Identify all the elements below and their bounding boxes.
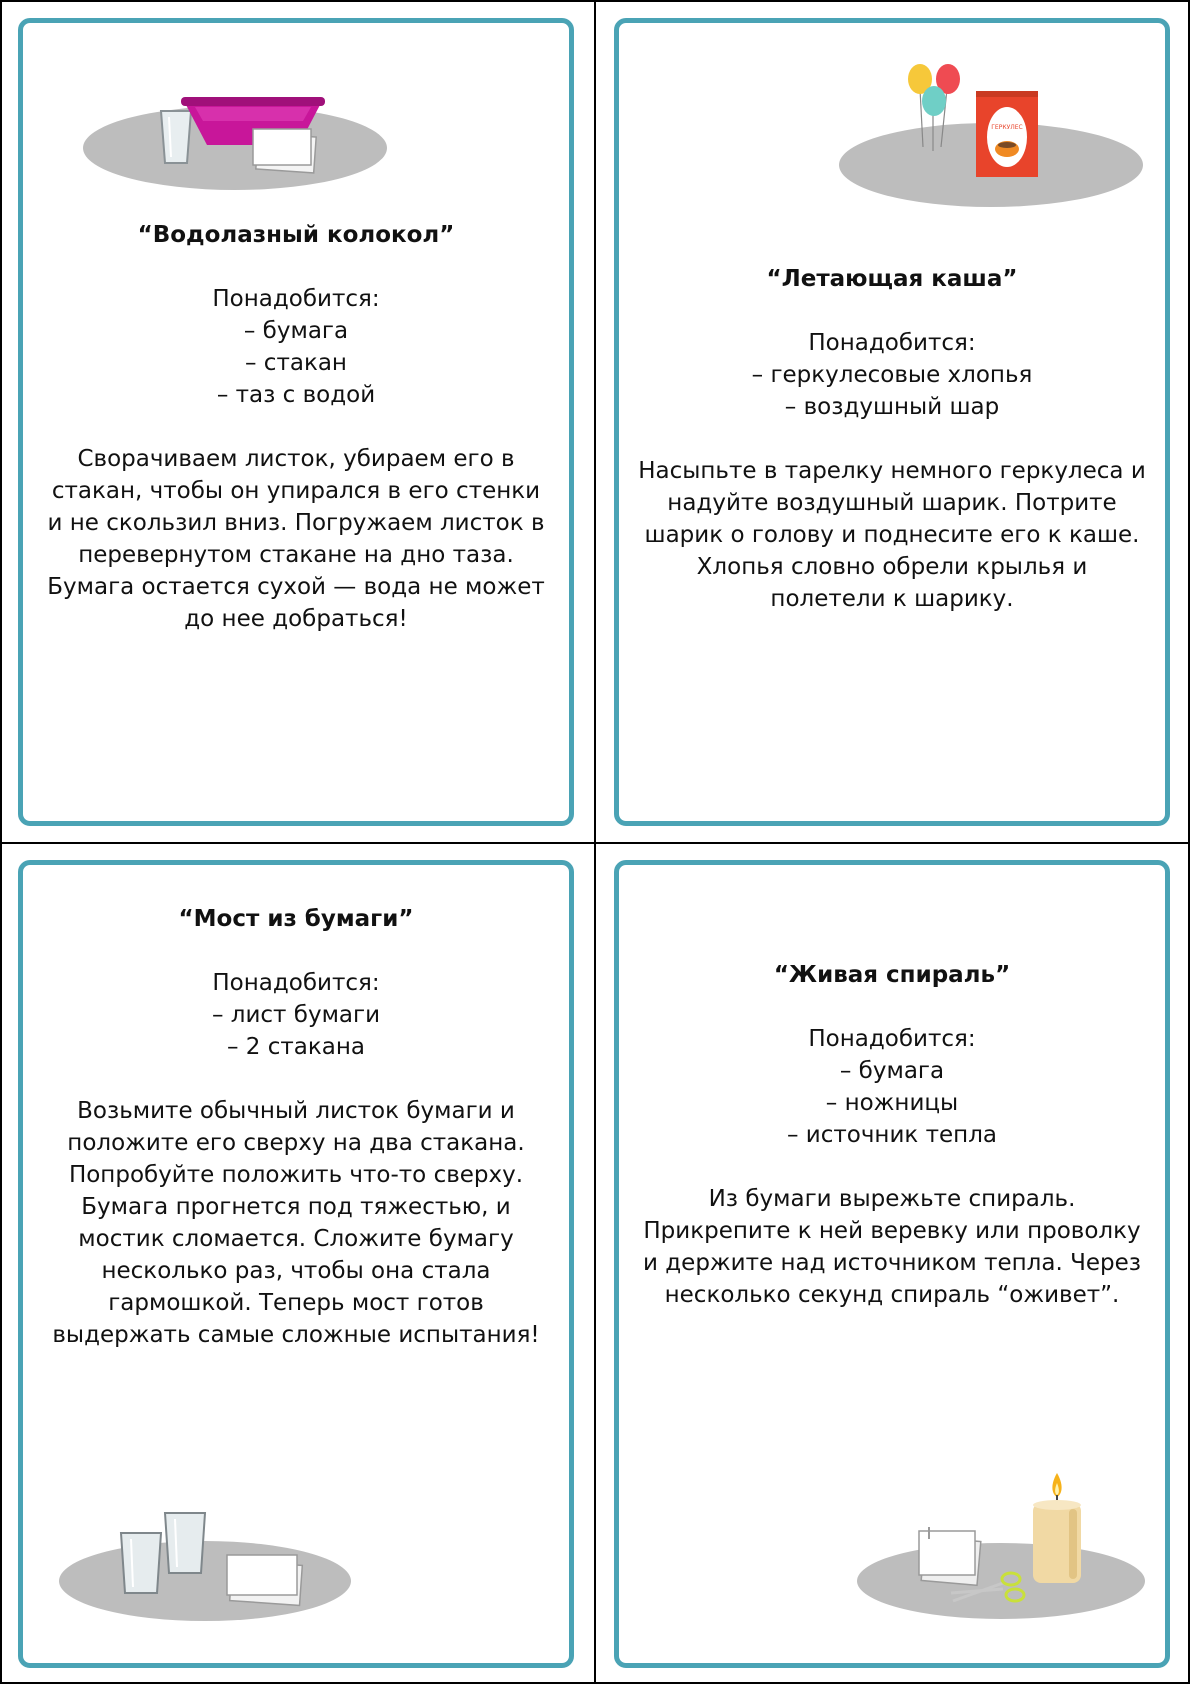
glass-icon: [165, 1513, 205, 1573]
material-item: – ножницы: [825, 1090, 959, 1116]
card-description: Возьмите обычный листок бумаги и положите его сверху на два стакана. Попробуйте положить что-то сверху. Бумага прогнется под тяжестью, и мостик сломается. Сложите бумагу несколько раз, чтобы она стала гармошкой. Теперь мост готов выдержать самые сложные испытания!: [52, 1098, 540, 1348]
needs-label: Понадобится:: [808, 330, 976, 356]
material-item: – таз с водой: [216, 382, 376, 408]
card-title: “Живая спираль”: [773, 962, 1011, 988]
experiment-card-paper-bridge: [18, 860, 574, 1668]
material-item: – стакан: [245, 350, 347, 376]
material-item: – геркулесовые хлопья: [751, 362, 1033, 388]
paper-icon: [919, 1527, 981, 1585]
oat-box-icon: [976, 91, 1038, 177]
plate-icon: [59, 1541, 351, 1621]
card-illustration: [829, 59, 1149, 229]
material-item: – бумага: [839, 1058, 945, 1084]
material-item: – 2 стакана: [226, 1034, 365, 1060]
card-illustration: [53, 1483, 373, 1623]
candle-icon: [1033, 1473, 1081, 1583]
needs-label: Понадобится:: [808, 1026, 976, 1052]
glass-icon: [161, 111, 191, 163]
needs-label: Понадобится:: [212, 286, 380, 312]
material-item: – источник тепла: [786, 1122, 998, 1148]
card-title: “Летающая каша”: [766, 266, 1018, 292]
card-title: “Водолазный колокол”: [137, 222, 455, 248]
oat-box-label: ГЕРКУЛЕС: [991, 124, 1023, 131]
card-description: Из бумаги вырежьте спираль. Прикрепите к ней веревку или проволку и держите над источником тепла. Через несколько секунд спираль “оживет”.: [643, 1186, 1141, 1308]
card-illustration: [843, 1455, 1153, 1625]
material-item: – лист бумаги: [211, 1002, 381, 1028]
experiment-card-diving-bell: [18, 18, 574, 826]
card-description: Сворачиваем листок, убираем его в стакан, чтобы он упирался в его стенки и не скользил вниз. Погружаем листок в перевернутом стакане на дно таза. Бумага остается сухой — вода не может до нее добраться!: [47, 446, 545, 632]
card-description: Насыпьте в тарелку немного геркулеса и надуйте воздушный шарик. Потрите шарик о голову и поднесите его к каше. Хлопья словно обрели крылья и полетели к шарику.: [638, 458, 1146, 612]
card-text: [23, 903, 569, 1351]
material-item: – бумага: [243, 318, 349, 344]
card-title: “Мост из бумаги”: [178, 906, 414, 932]
card-text: [619, 959, 1165, 1311]
paper-icon: [227, 1555, 302, 1605]
needs-label: Понадобится:: [212, 970, 380, 996]
experiment-card-living-spiral: [614, 860, 1170, 1668]
experiment-card-flying-porridge: [614, 18, 1170, 826]
glass-icon: [121, 1533, 161, 1593]
card-text: [619, 263, 1165, 615]
card-text: [23, 219, 569, 635]
card-illustration: [73, 83, 393, 213]
paper-icon: [253, 129, 316, 173]
material-item: – воздушный шар: [784, 394, 1000, 420]
